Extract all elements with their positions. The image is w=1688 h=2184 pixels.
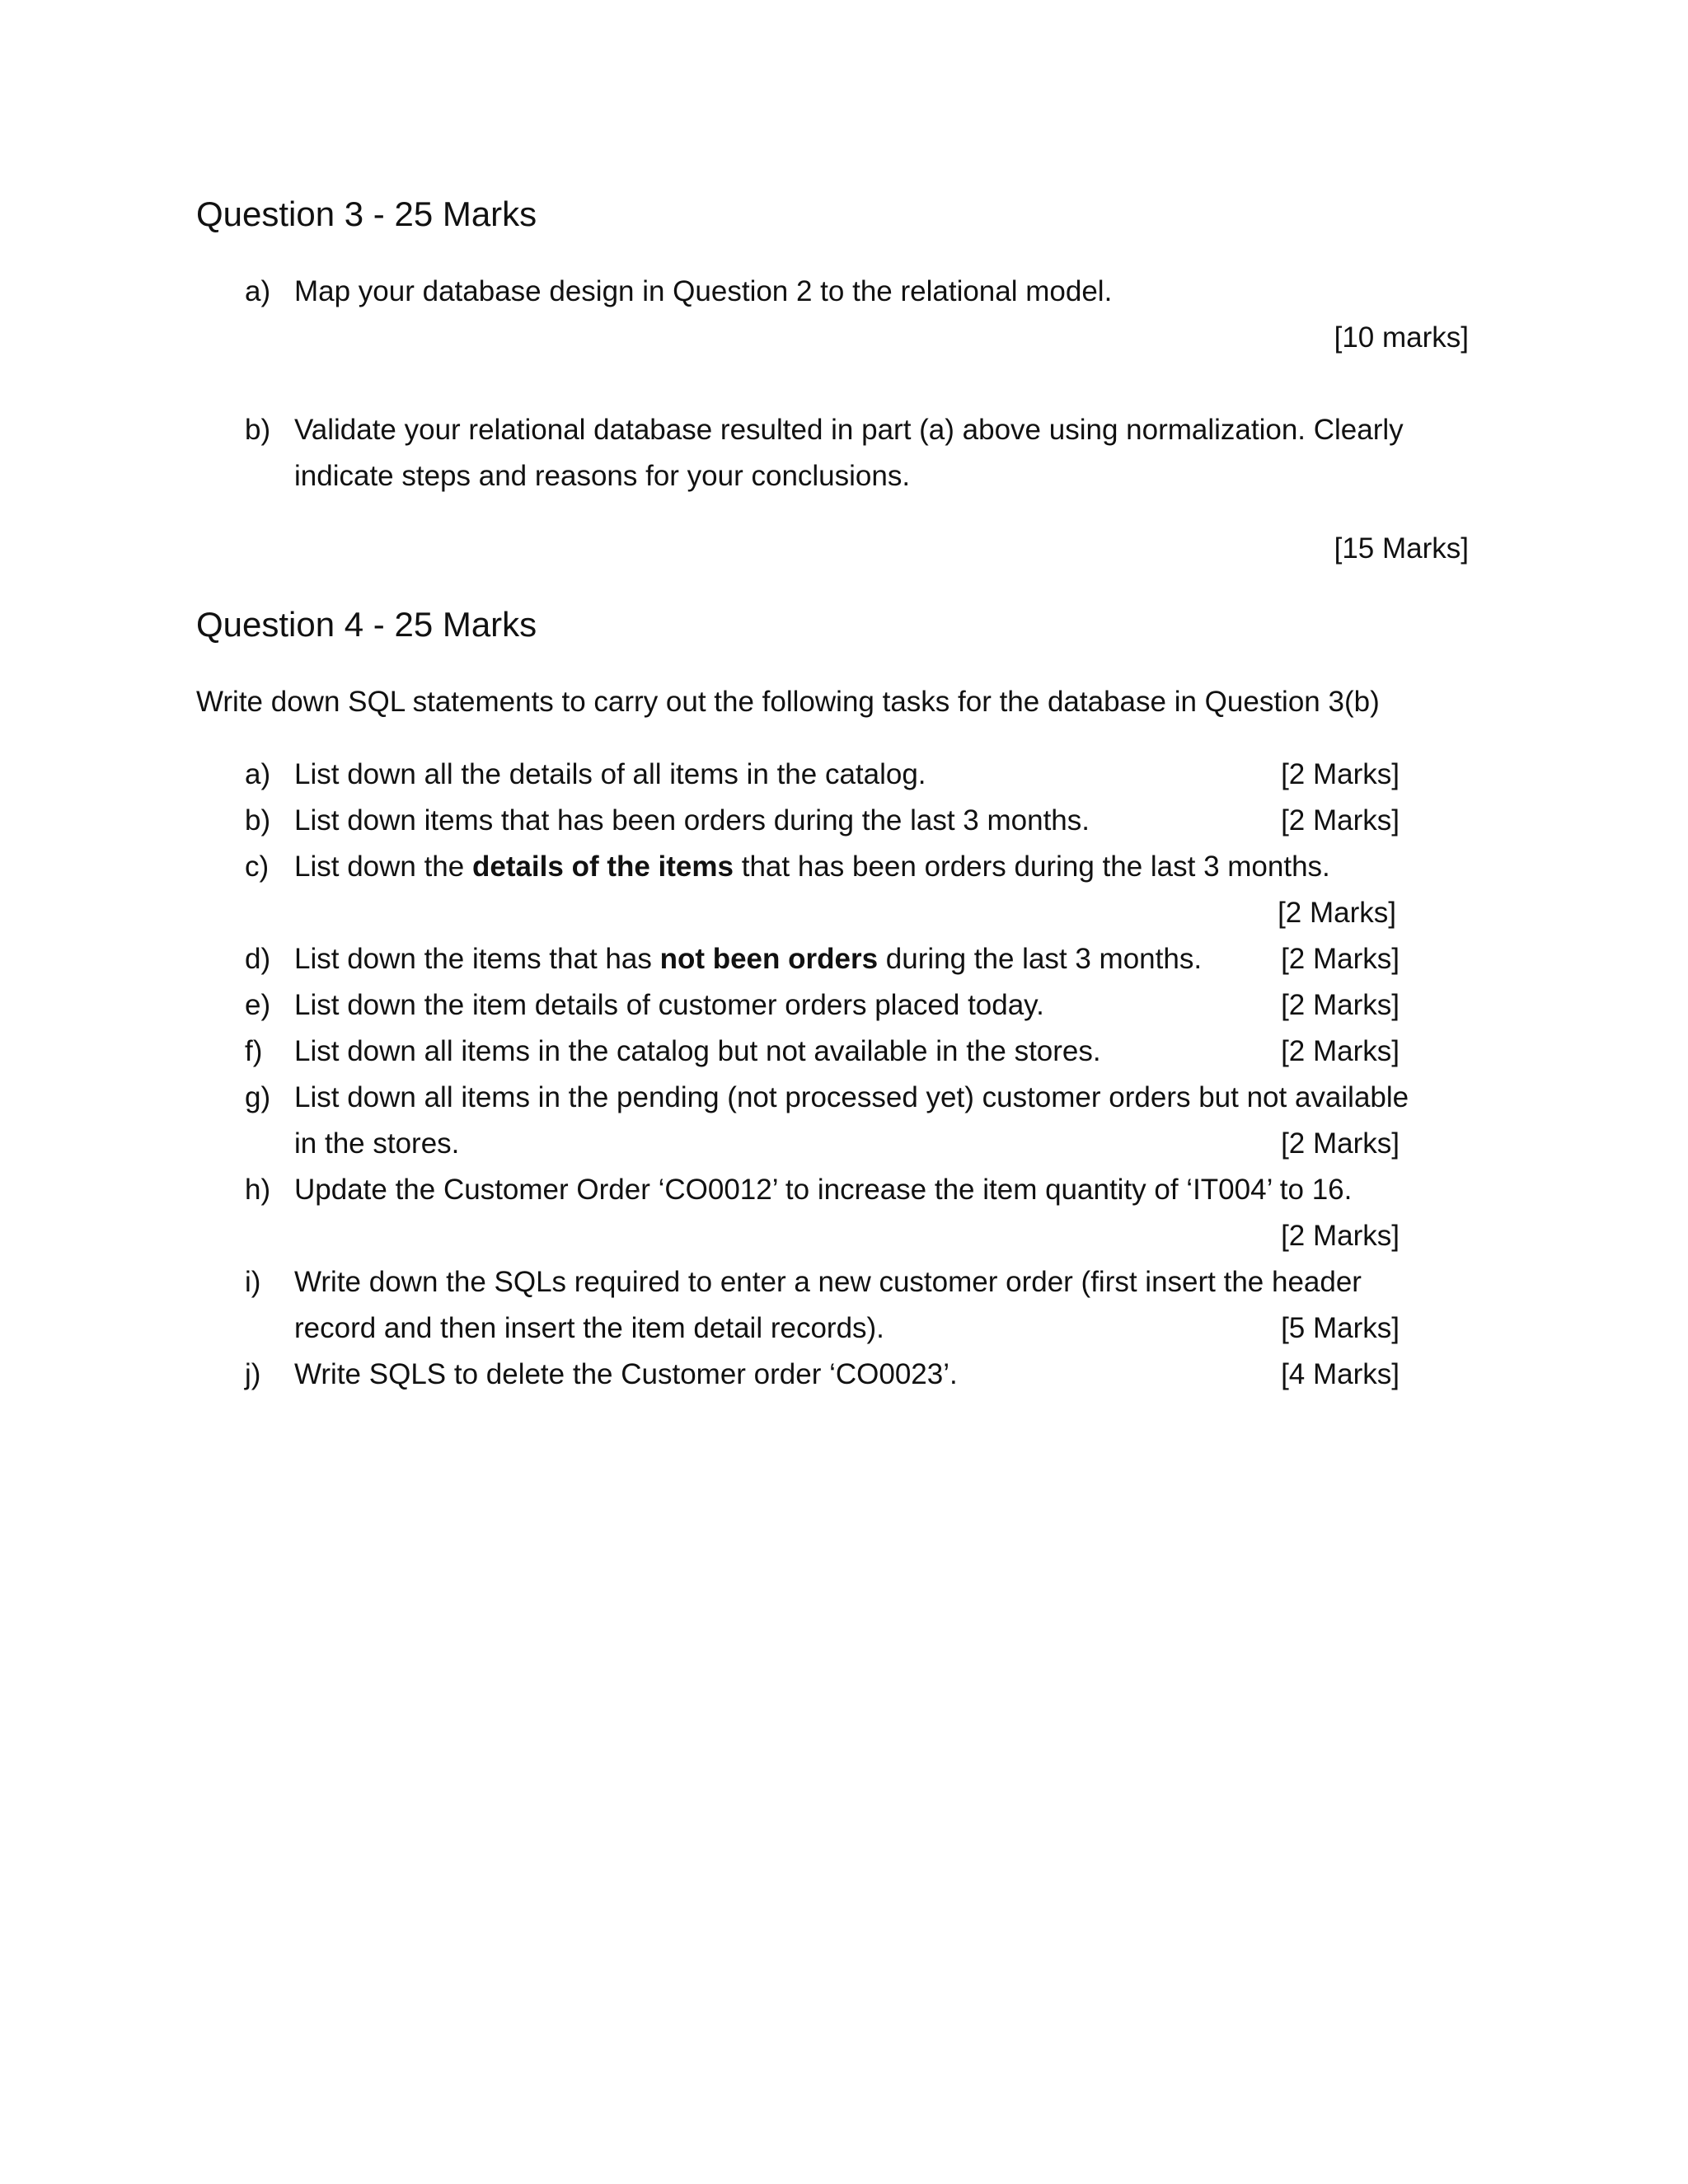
q4-a-marks: [2 Marks]: [1281, 758, 1400, 790]
q4-i-text-line2: record and then insert the item detail records).: [294, 1312, 884, 1344]
q3-a-label: a): [245, 275, 271, 307]
q4-f-text: List down all items in the catalog but not available in the stores.: [294, 1035, 1101, 1067]
q4-b-text: List down items that has been orders during the last 3 months.: [294, 804, 1090, 837]
q4-intro: Write down SQL statements to carry out the following tasks for the database in Question 3(b): [196, 686, 1380, 718]
q3-heading: Question 3 - 25 Marks: [196, 194, 537, 233]
q4-g-marks: [2 Marks]: [1281, 1127, 1400, 1160]
q3-b-text-line1: Validate your relational database resulted in part (a) above using normalization. Clearly: [294, 414, 1404, 446]
q4-d-text: [294, 943, 1202, 976]
q4-c-marks: [2 Marks]: [1278, 897, 1396, 929]
q3-b-text-line2: indicate steps and reasons for your conclusions.: [294, 460, 911, 492]
q3-a-marks: [10 marks]: [1334, 321, 1469, 354]
q4-b-label: b): [245, 804, 271, 837]
q4-c-label: c): [245, 851, 270, 883]
q4-d-label: d): [245, 943, 271, 975]
q4-heading: Question 4 - 25 Marks: [196, 605, 537, 644]
q4-e-marks: [2 Marks]: [1281, 989, 1400, 1021]
q4-c-text-post: that has been orders during the last 3 months.: [734, 851, 1330, 883]
q4-g-text-line1: List down all items in the pending (not processed yet) customer orders but not available: [294, 1081, 1409, 1113]
q4-i-text-line1: Write down the SQLs required to enter a new customer order (first insert the header: [294, 1266, 1362, 1298]
q4-a-text: List down all the details of all items in the catalog.: [294, 758, 926, 790]
q4-c-text: [294, 851, 1330, 883]
q4-a-label: a): [245, 758, 271, 790]
q4-h-text: Update the Customer Order ‘CO0012’ to increase the item quantity of ‘IT004’ to 16.: [294, 1174, 1353, 1206]
q3-b-label: b): [245, 414, 271, 446]
q3-b-marks: [15 Marks]: [1334, 532, 1469, 565]
q4-h-marks: [2 Marks]: [1281, 1220, 1400, 1252]
q4-d-text-pre: List down the items that has: [294, 943, 660, 975]
q4-b-marks: [2 Marks]: [1281, 804, 1400, 837]
q4-h-label: h): [245, 1174, 271, 1206]
q4-e-label: e): [245, 989, 271, 1021]
q4-d-marks: [2 Marks]: [1281, 943, 1400, 975]
q4-j-label: j): [245, 1358, 261, 1390]
q4-d-text-post: during the last 3 months.: [878, 943, 1203, 975]
q4-g-text-line2: in the stores.: [294, 1127, 460, 1160]
q4-e-text: List down the item details of customer orders placed today.: [294, 989, 1044, 1021]
q4-c-text-pre: List down the: [294, 851, 472, 883]
q4-f-label: f): [245, 1035, 263, 1067]
q3-a-text: Map your database design in Question 2 to the relational model.: [294, 275, 1113, 307]
q4-i-marks: [5 Marks]: [1281, 1312, 1400, 1344]
q4-g-label: g): [245, 1081, 271, 1113]
q4-c-text-bold: details of the items: [471, 851, 734, 883]
q4-i-label: i): [245, 1266, 261, 1298]
q4-f-marks: [2 Marks]: [1281, 1035, 1400, 1067]
q4-d-text-bold: not been orders: [659, 943, 879, 975]
q4-j-text: Write SQLS to delete the Customer order ‘CO0023’.: [294, 1358, 958, 1390]
q4-j-marks: [4 Marks]: [1281, 1358, 1400, 1390]
